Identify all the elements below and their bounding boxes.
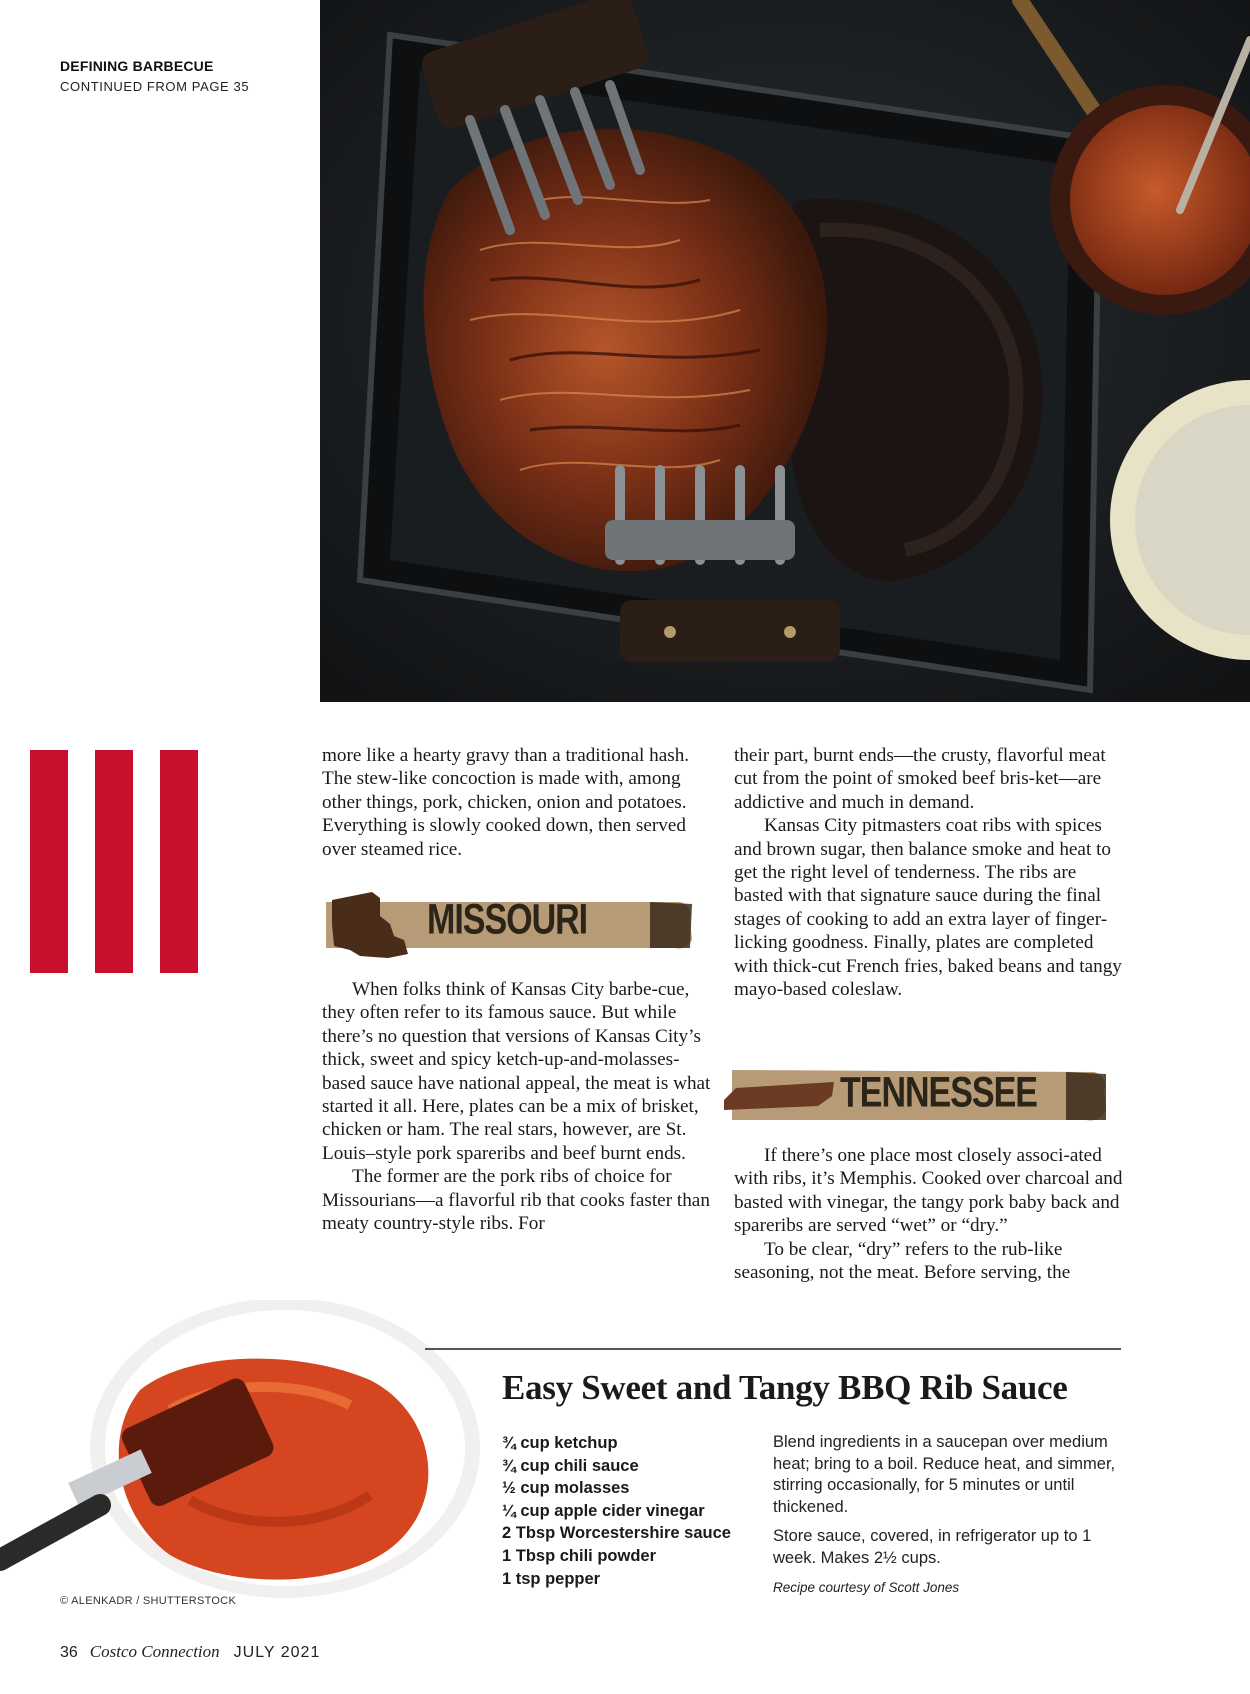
missouri-banner [320,880,695,962]
paragraph: If there’s one place most closely associ-ated with ribs, it’s Memphis. Cooked over charcoal and basted with vinegar, the tangy pork baby back and spareribs are served “wet” or “dry.” [734,1145,1123,1237]
ingredient-item: 2 Tbsp Worcestershire sauce [502,1524,731,1543]
article-column-2-bottom [734,1144,1124,1284]
recipe-directions [773,1432,1123,1577]
paragraph: their part, burnt ends—the crusty, flavorful meat cut from the point of smoked beef bris-ket—are addictive and much in demand. [734,745,1106,813]
paragraph: To be clear, “dry” refers to the rub-like seasoning, not the meat. Before serving, the [734,1238,1071,1284]
paragraph: The former are the pork ribs of choice for Missourians—a flavorful rib that cooks faster than meaty country-style ribs. For [322,1166,710,1235]
page-footer [60,1642,320,1662]
ingredient-list [502,1432,731,1590]
article-column-1-bottom [322,978,712,1235]
section-label: DEFINING BARBECUE [60,58,214,74]
recipe-divider [425,1348,1121,1350]
ingredient-item: ¼ cup apple cider vinegar [502,1501,705,1520]
red-bar-decoration [95,750,133,973]
red-bar-decoration [30,750,68,973]
banner-title: TENNESSEE [840,1069,1037,1117]
paragraph: When folks think of Kansas City barbe-cue, they often refer to its famous sauce. But while there’s no question that versions of Kansas City’s thick, sweet and spicy ketch-up-and-molasses-based sauce have national appeal, the meat is what started it all. Here, plates can be a mix of brisket, chicken or ham. The real stars, however, are St. Louis–style pork spareribs and beef burnt ends. [322,979,711,1164]
direction-step: Store sauce, covered, in refrigerator up to 1 week. Makes 2½ cups. [773,1527,1092,1567]
magazine-name: Costco Connection [89,1642,220,1661]
ingredient-item: ¾ cup ketchup [502,1434,618,1452]
issue-date: JULY 2021 [233,1644,321,1661]
recipe-courtesy: Recipe courtesy of Scott Jones [773,1580,960,1595]
page-number: 36 [60,1644,78,1661]
banner-title: MISSOURI [427,896,588,944]
paragraph: Kansas City pitmasters coat ribs with spices and brown sugar, then balance smoke and heat to get the right level of tenderness. The ribs are basted with that signature sauce during the final stages of cooking to add an extra layer of finger-licking goodness. Finally, plates are completed with thick-cut French fries, baked beans and tangy mayo-based coleslaw. [734,815,1122,1001]
hero-photo [320,0,1250,702]
recipe-title: Easy Sweet and Tangy BBQ Rib Sauce [502,1368,1068,1407]
paragraph: more like a hearty gravy than a traditional hash. The stew-like concoction is made with, among other things, pork, chicken, onion and potatoes. Everything is slowly cooked down, then served over steamed rice. [322,745,690,860]
ingredient-item: 1 Tbsp chili powder [502,1546,657,1565]
ingredient-item: ½ cup molasses [502,1479,630,1498]
red-bar-decoration [160,750,198,973]
continued-note: CONTINUED FROM PAGE 35 [60,79,250,94]
photo-credit: © ALENKADR / SHUTTERSTOCK [60,1595,237,1607]
article-column-1-top [322,744,712,861]
ingredient-item: ¾ cup chili sauce [502,1456,639,1475]
tennessee-banner [722,1060,1112,1130]
ingredient-item: 1 tsp pepper [502,1569,601,1588]
direction-step: Blend ingredients in a saucepan over medium heat; bring to a boil. Reduce heat, and simmer, stirring occasionally, for 5 minutes or until thickened. [773,1433,1116,1516]
sauce-bowl-photo [0,1300,500,1600]
article-column-2-top [734,744,1124,1001]
